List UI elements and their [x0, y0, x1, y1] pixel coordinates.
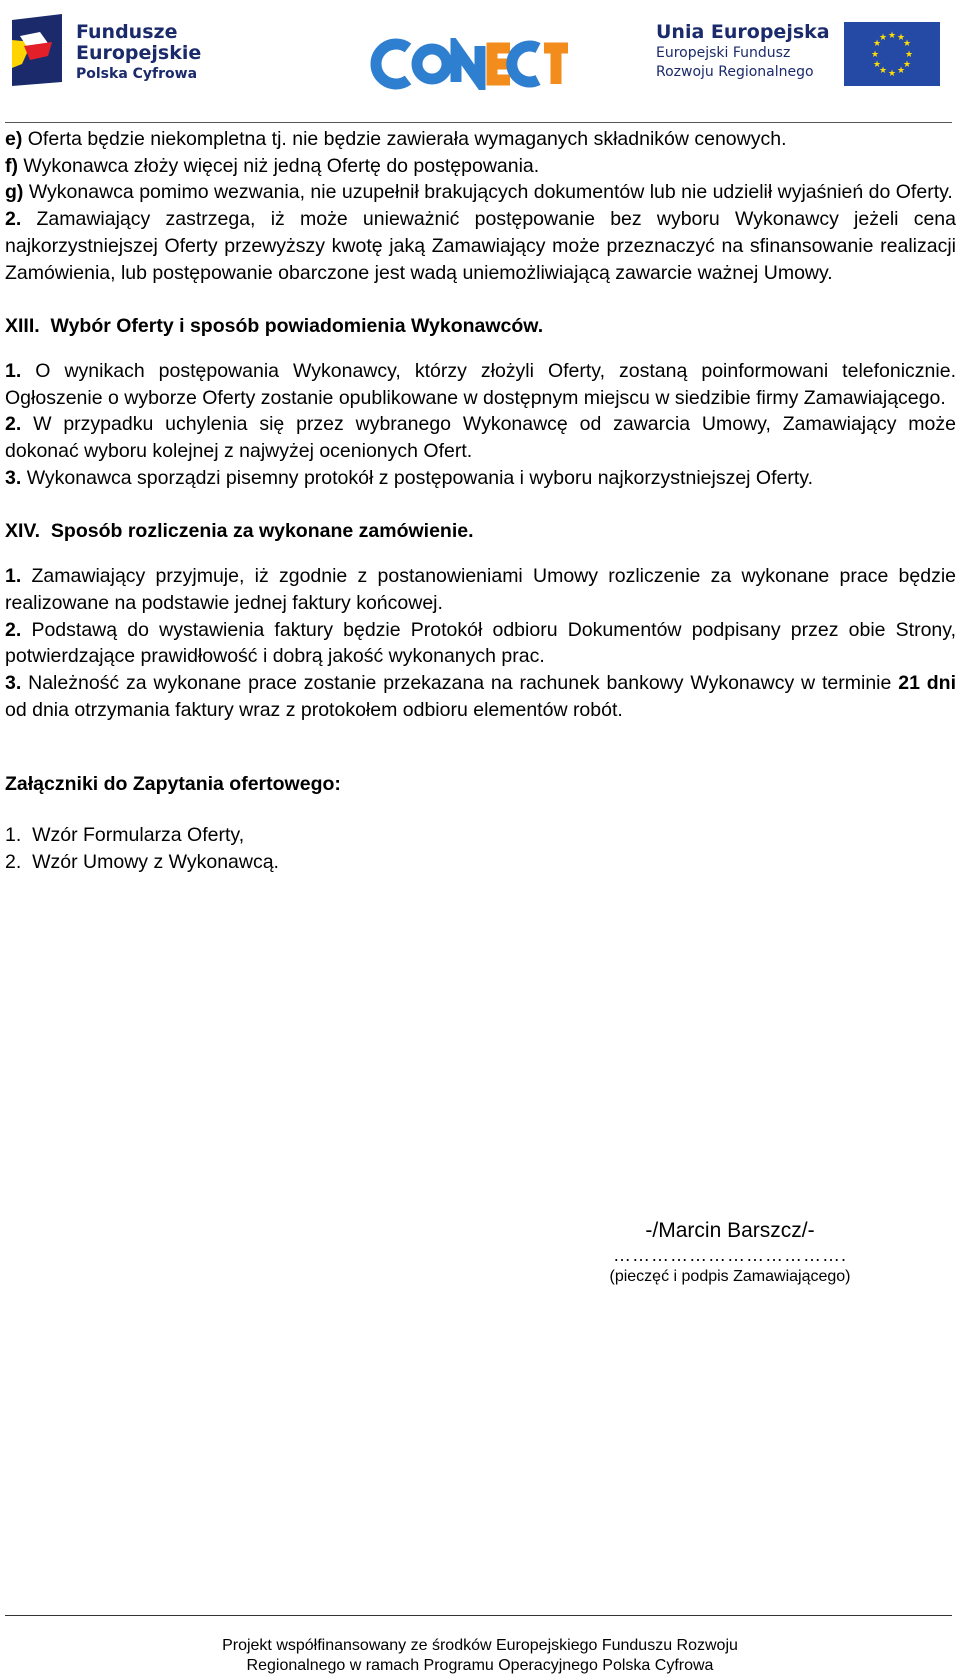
document-body — [5, 126, 956, 875]
fundusze-europejskie-logo — [10, 12, 210, 94]
footer-divider — [5, 1615, 952, 1616]
fe-emblem-icon — [10, 12, 70, 88]
list-item: 2. Podstawą do wystawienia faktury będzie Protokół odbioru Dokumentów podpisany przez obie Strony, potwierdzające prawidłowość i dobrą jakość wykonanych prac. — [5, 618, 956, 668]
list-item: 1. O wynikach postępowania Wykonawcy, którzy złożyli Oferty, zostaną poinformowani telefonicznie. Ogłoszenie o wyborze Oferty zostanie opublikowane w dostępnym miejscu w siedzibie firmy Zamawiającego. — [5, 359, 956, 409]
signature-caption: (pieczęć i podpis Zamawiającego) — [609, 1268, 851, 1285]
fe-logo-line3: Polska Cyfrowa — [76, 66, 198, 82]
fe-logo-line2: Europejskie — [76, 42, 202, 64]
list-item: 1. Wzór Formularza Oferty, — [5, 824, 245, 847]
signature-line: ………………………………. — [612, 1245, 847, 1265]
list-item: 2. Wzór Umowy z Wykonawcą. — [5, 850, 279, 873]
section-heading: XIV. Sposób rozliczenia za wykonane zamówienie. — [5, 520, 474, 543]
svg-text:★: ★ — [872, 60, 882, 70]
svg-text:★: ★ — [904, 50, 914, 60]
list-item: f) Wykonawca złoży więcej niż jedną Ofertę do postępowania. — [5, 154, 540, 177]
svg-text:★: ★ — [902, 60, 912, 70]
signatory-name: -/Marcin Barszcz/- — [645, 1219, 815, 1242]
svg-text:★: ★ — [878, 33, 888, 43]
svg-text:★: ★ — [887, 31, 897, 41]
footer-line2: Regionalnego w ramach Programu Operacyjnego Polska Cyfrowa — [246, 1657, 714, 1674]
list-item: 1. Zamawiający przyjmuje, iż zgodnie z postanowieniami Umowy rozliczenie za wykonane prace będzie realizowane na podstawie jednej faktury końcowej. — [5, 565, 956, 614]
header-divider — [5, 122, 952, 123]
list-item: g) Wykonawca pomimo wezwania, nie uzupełnił brakujących dokumentów lub nie udzielił wyjaśnień do Oferty. — [5, 181, 953, 204]
svg-text:★: ★ — [887, 69, 897, 79]
svg-text:★: ★ — [896, 66, 906, 76]
page-header — [0, 0, 960, 110]
list-item: 3. Wykonawca sporządzi pisemny protokół z postępowania i wyboru najkorzystniejszej Oferty. — [5, 466, 813, 489]
ue-logo-line2: Europejski Fundusz — [656, 45, 791, 61]
svg-text:★: ★ — [896, 33, 906, 43]
page-footer — [0, 1636, 960, 1676]
conect-wordmark-icon — [368, 38, 568, 90]
svg-text:★: ★ — [878, 66, 888, 76]
list-item: 2. W przypadku uchylenia się przez wybranego Wykonawcę od zawarcia Umowy, Zamawiający może dokonać wyboru kolejnej z najwyżej ocenionych Ofert. — [5, 413, 956, 463]
footer-line1: Projekt współfinansowany ze środków Europejskiego Funduszu Rozwoju — [222, 1637, 738, 1654]
ue-logo-line3: Rozwoju Regionalnego — [656, 64, 814, 80]
svg-text:★: ★ — [872, 39, 882, 49]
unia-europejska-logo — [650, 12, 945, 97]
svg-text:★: ★ — [902, 39, 912, 49]
ue-logo-line1: Unia Europejska — [656, 21, 830, 43]
list-item: 3. Należność za wykonane prace zostanie przekazana na rachunek bankowy Wykonawcy w terminie 21 dni od dnia otrzymania faktury wraz z protokołem odbioru elementów robót. — [5, 671, 957, 721]
section-heading: XIII. Wybór Oferty i sposób powiadomienia Wykonawców. — [5, 315, 544, 338]
conect-logo — [368, 38, 568, 90]
eu-flag-icon — [844, 22, 940, 86]
attachments-heading: Załączniki do Zapytania ofertowego: — [5, 773, 341, 796]
signature-block — [560, 1218, 900, 1288]
paragraph: 2. Zamawiający zastrzega, iż może unieważnić postępowanie bez wyboru Wykonawcy jeżeli cena najkorzystniejszej Oferty przewyższy kwotę jaką Zamawiający może przeznaczyć na sfinansowanie realizacji Zamówienia, lub postępowanie obarczone jest wadą uniemożliwiającą zawarcie ważnej Umowy. — [5, 208, 956, 284]
fe-logo-line1: Fundusze — [76, 21, 178, 43]
list-item: e) Oferta będzie niekompletna tj. nie będzie zawierała wymaganych składników cenowych. — [5, 128, 787, 150]
svg-text:★: ★ — [870, 50, 880, 60]
